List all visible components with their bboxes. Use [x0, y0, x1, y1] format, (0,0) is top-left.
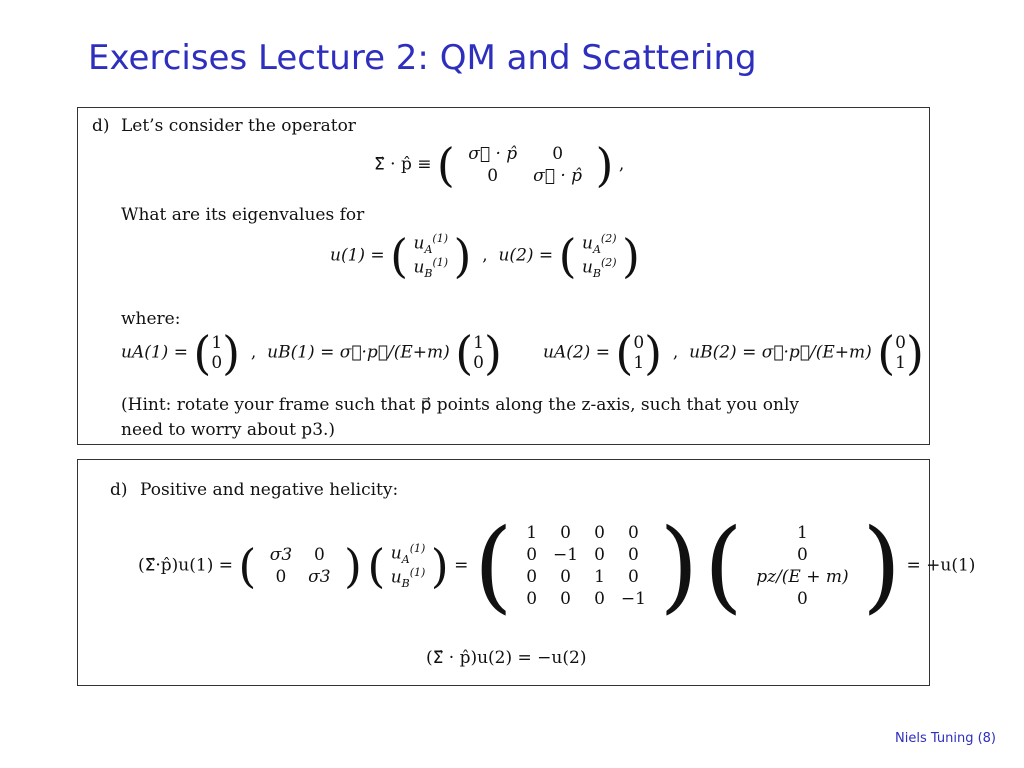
component-definitions-1: uA(1) = (1 0) , uB(1) = σ⃗·p⃗/(E+m) (1 0) — [121, 326, 502, 380]
solution-box — [77, 459, 976, 686]
matrix-cell: 0 — [552, 144, 564, 164]
matrix-cell: −1 — [553, 545, 579, 565]
hint-line-1: (Hint: rotate your frame such that p⃗ points along the z-axis, such that you only — [121, 395, 800, 415]
matrix-cell: 0 — [526, 567, 538, 587]
matrix-cell: 1 — [526, 523, 538, 543]
component-definitions-2: uA(2) = (0 1) , uB(2) = σ⃗·p⃗/(E+m) (0 1) — [543, 326, 924, 380]
matrix-cell: σ3 — [308, 567, 331, 587]
vector-cell: 0 — [797, 589, 808, 609]
vector-cell: 0 — [797, 545, 808, 565]
u2-lhs: u(2) = — [498, 245, 554, 266]
vector-cell: pz/(E + m) — [756, 567, 849, 587]
uB1-lhs: uB(1) = σ⃗·p⃗/(E+m) — [267, 342, 450, 363]
matrix-cell: 0 — [594, 545, 605, 565]
u1-lhs: u(1) = — [330, 245, 385, 266]
matrix-cell: 0 — [313, 545, 325, 565]
helicity-equation-1: (Σ⃗·p̂)u(1) = ( σ3 0 0 σ3 ) ( $u_A^{(1)}$ $u_B^{(1)}$ ) = ( 1 0 0 0 0 −1 0 0 0 0 1 0 0 0 0 −1 ) ( 1 0 pz/(E + m) 0 ) = +u(1) — [138, 507, 976, 624]
u1-components: $u_A^{(1)}$ $u_B^{(1)}$ — [413, 232, 449, 281]
matrix-cell: σ⃗ · p̂ — [533, 166, 583, 186]
matrix-cell: 0 — [526, 545, 538, 565]
spinor-vector — [748, 522, 856, 610]
operator-equation: Σ⃗ · p̂ ≡ ( σ⃗ · p̂ 0 0 σ⃗ · p̂ ) , — [374, 138, 625, 192]
matrix-cell: 0 — [560, 589, 571, 609]
heading-text: Positive and negative helicity: — [140, 480, 399, 500]
helicity-equation-2: (Σ⃗ · p̂)u(2) = −u(2) — [426, 648, 587, 668]
hint-line-2: need to worry about p3.) — [121, 420, 336, 440]
matrix-cell: σ⃗ · p̂ — [468, 144, 518, 164]
vector-cell: 1 — [797, 523, 808, 543]
matrix-cell: σ3 — [269, 545, 293, 565]
operator-matrix — [460, 143, 590, 187]
u1-spinor: $u_A^{(1)}$ $u_B^{(1)}$ — [390, 541, 426, 591]
footer-author: Niels Tuning (8) — [895, 731, 996, 746]
matrix-cell: 0 — [275, 567, 287, 587]
sigma-matrix — [262, 544, 339, 588]
matrix-cell: 1 — [594, 567, 605, 587]
matrix-cell: 0 — [594, 589, 605, 609]
matrix-cell: 0 — [594, 523, 605, 543]
matrix-cell: 0 — [487, 166, 499, 186]
matrix-cell: 0 — [628, 523, 639, 543]
spinor-definition: u(1) = ( $u_A^{(1)}$ $u_B^{(1)}$ ) , u(2) = ( $u_A^{(2)}$ $u_B^{(2)}$ ) — [330, 229, 640, 284]
item-label: d) — [92, 116, 110, 136]
uA1-lhs: uA(1) = — [121, 342, 188, 363]
matrix-cell: 0 — [560, 567, 571, 587]
u2-components: $u_A^{(2)}$ $u_B^{(2)}$ — [581, 232, 617, 281]
operator-lhs: Σ⃗ · p̂ ≡ — [374, 154, 432, 175]
operator-tail: , — [618, 154, 625, 175]
item-label: d) — [110, 480, 128, 500]
uB2-lhs: uB(2) = σ⃗·p⃗/(E+m) — [689, 342, 872, 363]
matrix-cell: 0 — [628, 567, 639, 587]
matrix-cell: 0 — [526, 589, 538, 609]
slide-title: Exercises Lecture 2: QM and Scattering — [88, 38, 757, 78]
eq1-rhs: = +u(1) — [906, 555, 976, 576]
where-text: where: — [121, 309, 181, 329]
helicity-matrix — [518, 522, 654, 610]
uA2-lhs: uA(2) = — [543, 342, 610, 363]
matrix-cell: −1 — [620, 589, 646, 609]
question-text: What are its eigenvalues for — [121, 205, 365, 225]
matrix-cell: 0 — [628, 545, 639, 565]
matrix-cell: 0 — [560, 523, 571, 543]
intro-text: Let’s consider the operator — [121, 116, 356, 136]
exercise-box — [77, 107, 930, 445]
eq1-lhs: (Σ⃗·p̂)u(1) = — [138, 555, 233, 576]
